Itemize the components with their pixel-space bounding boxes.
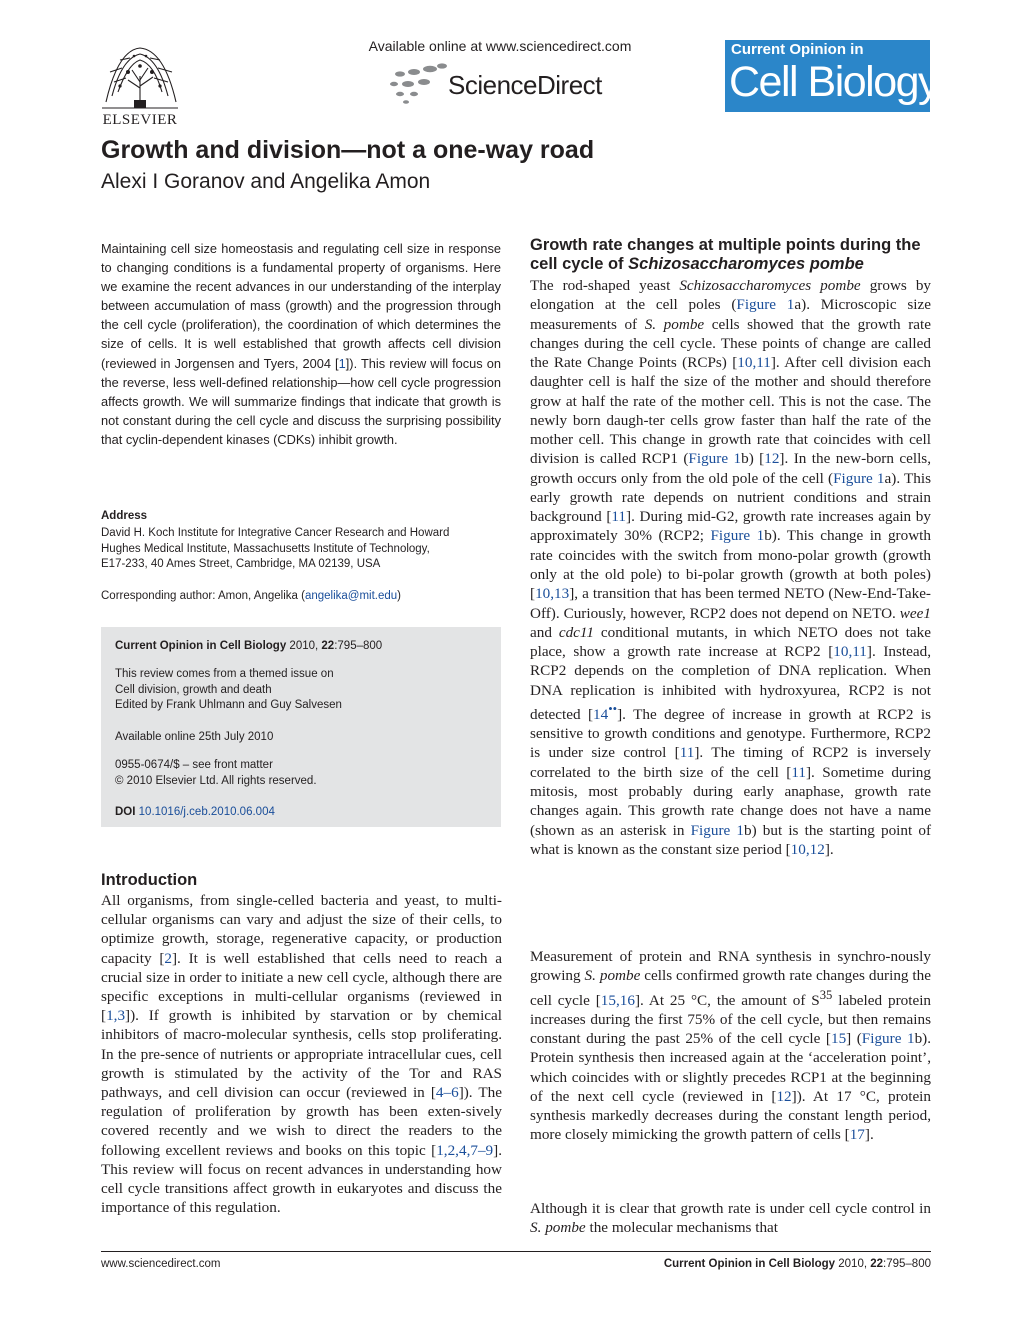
theme-line: This review comes from a themed issue on bbox=[115, 668, 334, 680]
available-online-text: Available online at www.sciencedirect.com bbox=[368, 38, 632, 54]
citation-line: Current Opinion in Cell Biology 2010, 22:795–800 bbox=[115, 640, 383, 652]
reference-link[interactable]: 10,12 bbox=[790, 840, 825, 858]
corresponding-author: Corresponding author: Amon, Angelika (angelika@mit.edu) bbox=[101, 590, 402, 602]
doi-label: DOI bbox=[115, 806, 136, 818]
elsevier-wordmark: ELSEVIER bbox=[102, 112, 178, 128]
journal-citation-name: Current Opinion in Cell Biology bbox=[115, 640, 287, 652]
article-title: Growth and division—not a one-way road bbox=[101, 136, 595, 164]
figure-link[interactable]: Figure 1 bbox=[710, 527, 765, 545]
reference-link[interactable]: 2 bbox=[164, 949, 172, 967]
footer-divider bbox=[101, 1251, 931, 1252]
address-text bbox=[101, 526, 501, 573]
body-paragraph: Although it is clear that growth rate is under cell cycle control in S. pombe the molecular mechanisms that bbox=[530, 1200, 931, 1237]
figure-link[interactable]: Figure 1 bbox=[833, 469, 885, 487]
figure-link[interactable]: Figure 1 bbox=[690, 821, 744, 839]
sciencedirect-dots-icon bbox=[386, 60, 448, 104]
reference-link[interactable]: 1,2,4,7–9 bbox=[436, 1141, 494, 1159]
reference-link[interactable]: 1,3 bbox=[106, 1007, 126, 1025]
address-line: Hughes Medical Institute, Massachusetts Institute of Technology, bbox=[101, 542, 430, 555]
sciencedirect-wordmark: ScienceDirect bbox=[448, 70, 602, 100]
reference-link[interactable]: 10,11 bbox=[833, 643, 867, 661]
introduction-paragraph: All organisms, from single-celled bacteria and yeast, to multi-cellular organisms can vary and adjust the size of their cells, to optimize growth, storage, regenerative capacity, or production capacity [2]. It is well established that cells need to reach a crucial size in order to initiate a new cell cycle, although there are specific exceptions in multi-cellular organisms (reviewed in [1,3]). If growth is inhibited by starvation or by chemical inhibitors of macro-molecular synthesis, cells stop proliferating. In the pre-sence of nutrients or appropriate intracellular cues, cell growth is stimulated by the activity of the Tor and RAS pathways, and cell division can occur (reviewed in [4–6]). The regulation of proliferation by growth has been exten-sively covered recently and we wish to direct the readers to the following excellent reviews and books on this topic [1,2,4,7–9]. This review will focus on recent advances in understanding how cell cycle transitions affect growth in eukaryotes and discuss the importance of this regulation. bbox=[101, 892, 503, 1217]
doi-line bbox=[115, 805, 491, 821]
reference-link[interactable]: 14•• bbox=[593, 701, 618, 723]
sciencedirect-logo[interactable] bbox=[386, 60, 646, 104]
figure-link[interactable]: Figure 1 bbox=[688, 450, 742, 468]
journal-series-name: Current Opinion in bbox=[731, 41, 864, 58]
reference-link[interactable]: 1 bbox=[338, 355, 346, 371]
available-date: Available online 25th July 2010 bbox=[115, 731, 274, 743]
email-link[interactable]: angelika@mit.edu bbox=[304, 590, 398, 602]
figure-link[interactable]: Figure 1 bbox=[861, 1030, 915, 1048]
reference-link[interactable]: 11 bbox=[791, 763, 806, 781]
reference-link[interactable]: 4–6 bbox=[435, 1084, 459, 1102]
body-paragraph: Measurement of protein and RNA synthesis in synchro-nously growing S. pombe cells confirmed growth rate changes during the cell cycle [15,16]. At 25 °C, the amount of $S^{35}$ labeled protein increases during the first 75% of the cell cycle, but then remains constant during the past 25% of the cell cycle [15] (Figure 1b). Protein synthesis then increased again at the ‘acceleration point’, which coincides with or slightly precedes RCP1 at the beginning of the next cell cycle (reviewed in [12]). At 17 °C, protein synthesis markedly decreases during the constant length period, more closely mimicking the growth pattern of cells [17]. bbox=[530, 948, 932, 1144]
copyright-line: © 2010 Elsevier Ltd. All rights reserved. bbox=[115, 775, 317, 787]
footer-citation: Current Opinion in Cell Biology 2010, 22:795–800 bbox=[663, 1258, 931, 1270]
doi-link[interactable]: 10.1016/j.ceb.2010.06.004 bbox=[138, 806, 275, 818]
section-heading: Growth rate changes at multiple points during the cell cycle of Schizosaccharomyces pombe bbox=[530, 236, 921, 274]
reference-link[interactable]: 12 bbox=[776, 1087, 792, 1105]
figure-link[interactable]: Figure 1 bbox=[736, 296, 795, 314]
reference-link[interactable]: 10,13 bbox=[535, 585, 570, 603]
address-line: E17-233, 40 Ames Street, Cambridge, MA 02139, USA bbox=[101, 558, 381, 571]
volume-number: 22 bbox=[321, 640, 335, 652]
reference-link[interactable]: 15,16 bbox=[600, 991, 635, 1009]
species-name: Schizosaccharomyces pombe bbox=[628, 255, 864, 274]
body-paragraph: The rod-shaped yeast Schizosaccharomyces pombe grows by elongation at the cell poles (Figure 1a). Microscopic size measurements of S. pombe cells showed that the growth rate changes during the cell cycle. These points of change are called the Rate Change Points (RCPs) [10,11]. After cell division each daughter cell is half the size of the mother and should therefore grow at half the rate of the mother cell. This is not the case. The newly born daugh-ter cells grow faster than half the rate of the mother cell. This change in growth rate that coincides with cell division is called RCP1 (Figure 1b) [12]. In the new-born cells, growth occurs only from the old pole of the cell (Figure 1a). This early growth rate depends on nutrient conditions and strain background [11]. During mid-G2, growth rate increases again by approximately 30% (RCP2; Figure 1b). This change in growth rate coincides with the switch from mono-polar growth (growth only at the old pole) to bi-polar growth (growth at both poles) [10,13], a transition that has been termed NETO (New-End-Take-Off). Curiously, however, RCP2 does not depend on NETO. wee1 and cdc11 conditional mutants, in which NETO does not take place, show a growth rate increase at RCP2 [10,11]. Instead, RCP2 depends on the completion of DNA replication. When DNA replication is inhibited with hydroxyurea, RCP2 is not detected [14••]. The degree of increase in growth at RCP2 is sensitive to growth conditions and genotype. Furthermore, RCP2 is under size control [11]. The timing of RCP2 is inversely correlated to the birth size of the cell [11]. Sometime during mitosis, most probably during early anaphase, growth rate changes again. This growth rate change does not have a name (shown as an asterisk in Figure 1b) but is the starting point of what is known as the constant size period [10,12]. bbox=[530, 277, 932, 858]
introduction-heading: Introduction bbox=[101, 871, 198, 889]
reference-link[interactable]: 11 bbox=[611, 508, 627, 526]
theme-line: Cell division, growth and death bbox=[115, 684, 272, 696]
reference-link[interactable]: 11 bbox=[679, 744, 695, 762]
abstract bbox=[101, 239, 501, 449]
reference-link[interactable]: 10,11 bbox=[737, 354, 771, 372]
reference-link[interactable]: 12 bbox=[764, 450, 780, 468]
reference-link[interactable]: 17 bbox=[849, 1126, 865, 1144]
abstract-text: Maintaining cell size homeostasis and regulating cell size in response to changing conditions is a fundamental property of organisms. Here we examine the recent advances in our understanding of the interplay between accumulation of mass (growth) and the progression through the cell cycle (proliferation), the coordination of which determines the size of cells. It is well established that growth affects cell division (reviewed in Jorgensen and Tyers, 2004 [ bbox=[101, 241, 501, 371]
issn-line: 0955-0674/$ – see front matter bbox=[115, 759, 273, 771]
abstract-text: ]). This review will focus on the reverse, less well-defined relationship—how cell cycle progression affects growth. We will summarize findings that indicate that growth is not constant during the cell cycle and discuss the surprising possibility that cyclin-dependent kinases (CDKs) inhibit growth. bbox=[101, 355, 501, 447]
journal-name: Cell Biology bbox=[729, 58, 939, 106]
theme-line: Edited by Frank Uhlmann and Guy Salvesen bbox=[115, 699, 342, 711]
address-heading: Address bbox=[101, 510, 148, 522]
article-authors: Alexi I Goranov and Angelika Amon bbox=[101, 170, 431, 193]
journal-logo-box[interactable] bbox=[725, 40, 939, 112]
elsevier-tree-icon bbox=[98, 42, 182, 110]
article-info-box bbox=[101, 627, 501, 827]
reference-link[interactable]: 15 bbox=[830, 1030, 847, 1048]
address-line: David H. Koch Institute for Integrative Cancer Research and Howard bbox=[101, 527, 450, 539]
elsevier-logo bbox=[98, 42, 182, 130]
footer-website[interactable]: www.sciencedirect.com bbox=[101, 1258, 221, 1270]
